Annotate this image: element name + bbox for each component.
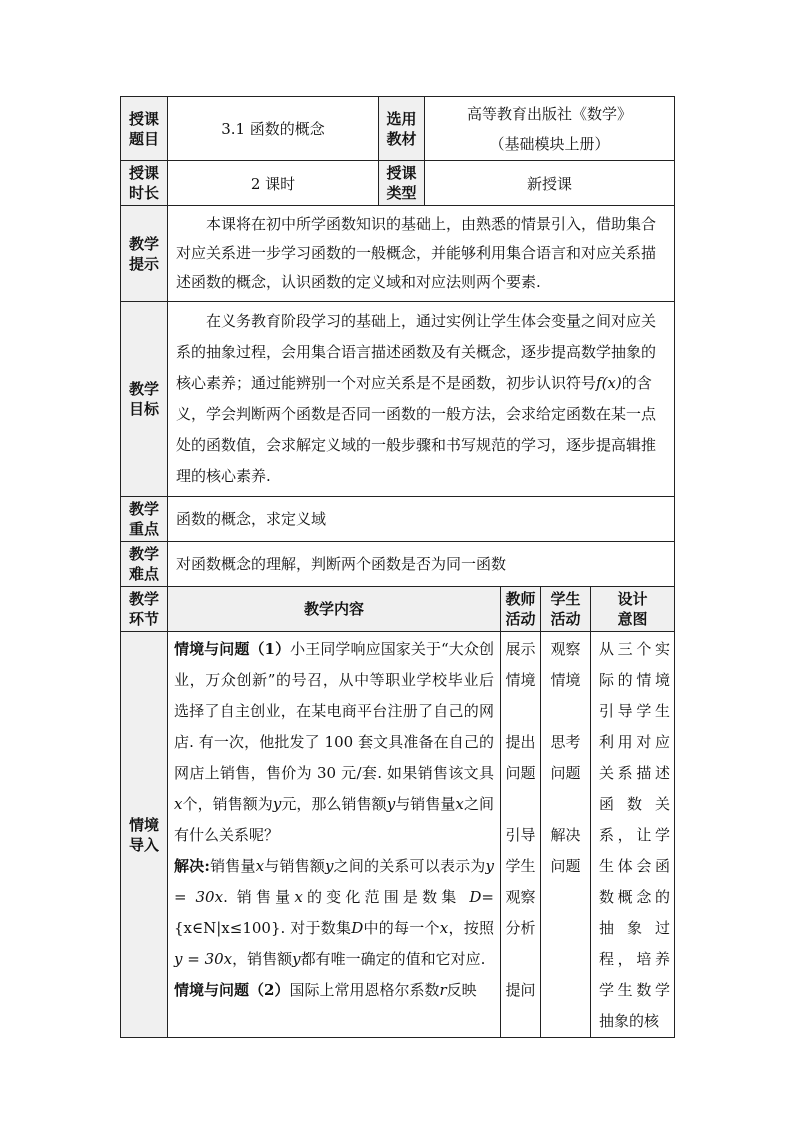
label-intro: [121, 632, 168, 1038]
lesson-plan-table: [120, 96, 675, 1038]
label-difficulty: [121, 542, 168, 587]
label-tips-l2: 提示: [128, 254, 159, 273]
scenario1-text-b: 个，销售额为: [182, 795, 273, 813]
header-student: [541, 587, 591, 632]
solution-text-e: 的变化范围是数集: [302, 888, 470, 906]
key-text: 函数的概念，求定义域: [168, 497, 675, 542]
scenario1-text-e: 之间有什么关系呢？: [174, 795, 494, 844]
var-r: r: [439, 981, 447, 999]
teacher-act: 分析: [505, 919, 536, 937]
header-design-l2: 意图: [617, 610, 648, 628]
header-stage-l1: 教学: [128, 590, 159, 608]
topic-text: 3.1 函数的概念: [221, 120, 325, 138]
goals-text: [168, 302, 675, 497]
intro-content: [168, 632, 501, 1038]
scenario1-text-c: 元，那么销售额: [281, 795, 387, 813]
set-d: D: [469, 888, 482, 906]
label-tips: [121, 206, 168, 302]
difficulty-text: 对函数概念的理解，判断两个函数是否为同一函数: [168, 542, 675, 587]
tips-text: 本课将在初中所学函数知识的基础上，由熟悉的情景引入，借助集合对应关系进一步学习函数的一般概念，并能够利用集合语言和对应关系描述函数的概念，认识函数的定义域和对应法则两个要素.: [168, 206, 675, 302]
label-tips-l1: 教学: [128, 234, 159, 253]
type-value: [425, 161, 675, 206]
type-text: 新授课: [527, 174, 573, 193]
label-difficulty-l1: 教学: [128, 545, 159, 563]
header-teacher-l2: 活动: [505, 610, 536, 628]
goals-text-a: 在义务教育阶段学习的基础上，通过实例让学生体会变量之间对应关系的抽象过程，会用集合语言描述函数及有关概念，逐步提高数学抽象的核心素养；通过能辨别一个对应关系是不是函数，初步认识符号: [176, 312, 657, 392]
label-difficulty-l2: 难点: [128, 565, 159, 583]
scenario1-title: 情境与问题（1）: [174, 640, 291, 658]
scenario1-text-a: 小王同学响应国家关于“大众创业，万众创新”的号召，从中等职业学校毕业后选择了自主创业，在某电商平台注册了自己的网店. 有一次，他批发了 100 套文具准备在自己的网店上销售，售价为 30 元/套. 如果销售该文具: [174, 640, 494, 782]
header-stage-l2: 环节: [128, 610, 159, 628]
label-duration-l1: 授课: [128, 164, 159, 182]
lesson-plan: [120, 96, 674, 1038]
solution-text-d: . 销售量: [223, 888, 295, 906]
label-key-l1: 教学: [128, 500, 159, 518]
student-activities: [541, 632, 591, 1038]
var-y: y: [325, 857, 334, 875]
teacher-act: 问题: [505, 764, 536, 782]
var-y: y: [386, 795, 396, 813]
goals-symbol: f(x): [596, 374, 622, 392]
var-x: x: [439, 919, 449, 937]
solution-text-i: ，销售额: [232, 950, 293, 968]
teacher-act: 提问: [505, 981, 536, 999]
topic-value: [168, 97, 379, 161]
textbook-value: [425, 97, 675, 161]
label-intro-l2: 导入: [128, 835, 159, 854]
teacher-act: 情境: [505, 671, 536, 689]
header-design-l1: 设计: [617, 590, 648, 608]
var-y: y: [292, 950, 301, 968]
label-topic-l1: 授课: [128, 109, 159, 128]
solution-text-h: ，按照: [448, 919, 494, 937]
teacher-act: 引导: [505, 826, 536, 844]
label-key-l2: 重点: [128, 520, 159, 538]
label-type: [379, 161, 425, 206]
header-teacher-l1: 教师: [505, 590, 536, 608]
duration-text: 2 课时: [250, 174, 296, 193]
label-duration-l2: 时长: [128, 184, 159, 202]
set-expression: ={x∈N|x≤100}: [174, 888, 494, 937]
var-x: x: [455, 795, 464, 813]
label-textbook-l1: 选用: [386, 109, 417, 128]
var-x: x: [255, 857, 265, 875]
duration-value: [168, 161, 379, 206]
label-topic: [121, 97, 168, 161]
solution-text-c: 之间的关系可以表示为: [333, 857, 486, 875]
teacher-act: 观察: [505, 888, 536, 906]
label-textbook: [379, 97, 425, 161]
teacher-activities: [501, 632, 541, 1038]
label-type-l2: 类型: [386, 184, 417, 202]
label-textbook-l2: 教材: [386, 129, 417, 148]
textbook-l1: 高等教育出版社《数学》: [467, 104, 633, 123]
equation-y-30x: y = 30x: [174, 857, 494, 906]
teacher-act: 学生: [505, 857, 536, 875]
label-duration: [121, 161, 168, 206]
teacher-act: 提出: [505, 733, 536, 751]
var-x: x: [294, 888, 303, 906]
student-act: 情境: [550, 671, 581, 689]
set-d: D: [351, 919, 364, 937]
spacer: [543, 696, 588, 727]
var-x: x: [174, 795, 183, 813]
label-goals-l2: 目标: [128, 400, 159, 418]
solution-text-g: 中的每一个: [363, 919, 440, 937]
solution-title: 解决:: [174, 857, 210, 875]
spacer: [503, 944, 538, 975]
scenario2-title: 情境与问题（2）: [174, 981, 290, 999]
solution-text-a: 销售量: [209, 857, 256, 875]
design-intent: 从三个实际的情境引导学生利用对应关系描述函数关系，让学生体会函数概念的抽象过程，培养学生数学抽象的核: [591, 632, 675, 1038]
header-teacher: [501, 587, 541, 632]
solution-text-f: . 对于数集: [280, 919, 352, 937]
student-act: 问题: [550, 857, 581, 875]
label-goals: [121, 302, 168, 497]
var-y: y: [272, 795, 282, 813]
student-act: 解决: [550, 826, 581, 844]
spacer: [503, 789, 538, 820]
scenario1-text-d: 与销售量: [395, 795, 456, 813]
label-type-l1: 授课: [386, 164, 417, 182]
header-stage: [121, 587, 168, 632]
spacer: [543, 789, 588, 820]
student-act: 观察: [550, 640, 581, 658]
textbook-l2: （基础模块上册）: [489, 134, 610, 153]
student-act: 问题: [550, 764, 581, 782]
header-content: 教学内容: [168, 587, 501, 632]
goals-text-b: 的含义，学会判断两个函数是否同一函数的一般方法，会求给定函数在某一点处的函数值，会求解定义域的一般步骤和书写规范的学习，逐步提高辑推理的核心素养.: [176, 374, 657, 485]
label-key: [121, 497, 168, 542]
teacher-act: 展示: [505, 640, 536, 658]
label-goals-l1: 教学: [128, 380, 159, 398]
label-intro-l1: 情境: [128, 815, 159, 834]
header-student-l1: 学生: [550, 590, 581, 608]
header-student-l2: 活动: [550, 610, 581, 628]
spacer: [503, 696, 538, 727]
student-act: 思考: [550, 733, 581, 751]
scenario2-text-b: 反映: [446, 981, 477, 999]
equation-y-30x: y = 30x: [174, 950, 233, 968]
label-topic-l2: 题目: [128, 129, 159, 148]
scenario2-text-a: 国际上常用恩格尔系数: [289, 981, 440, 999]
header-design: [591, 587, 675, 632]
solution-text-j: 都有唯一确定的值和它对应.: [300, 950, 486, 968]
solution-text-b: 与销售额: [264, 857, 326, 875]
